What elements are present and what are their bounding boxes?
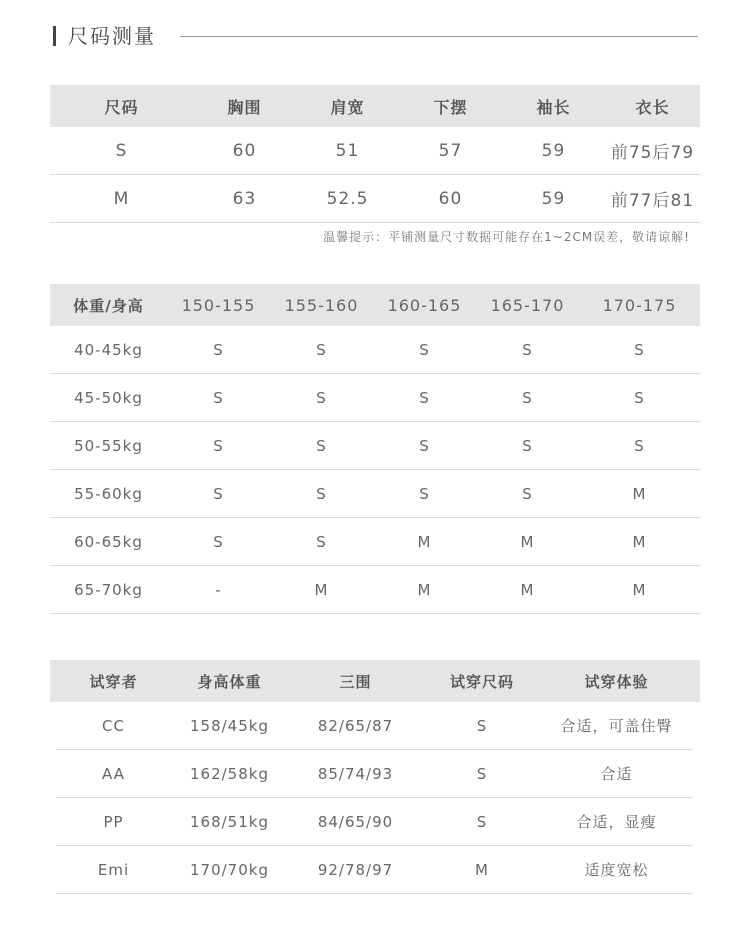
table-cell: S [579,326,700,374]
table-cell: 162/58kg [171,750,288,798]
table-cell: S [423,702,541,750]
table-cell: 前77后81 [605,175,700,223]
table-cell: S [423,750,541,798]
table-cell: 50-55kg [50,422,167,470]
table-cell: M [476,566,579,614]
table-cell: PP [56,798,171,846]
size-measurement-table [50,85,700,223]
table-cell: S [373,374,476,422]
table-row [50,518,700,566]
column-header: 150-155 [167,284,270,326]
table-cell: S [373,422,476,470]
table-cell: S [423,798,541,846]
table-cell: 60 [399,175,502,223]
table-cell: S [476,374,579,422]
column-header: 肩宽 [296,85,399,127]
table-cell: 92/78/97 [288,846,423,894]
table-cell: 158/45kg [171,702,288,750]
column-header: 袖长 [502,85,605,127]
table-cell: 60-65kg [50,518,167,566]
table-cell: 51 [296,127,399,175]
table-row [50,846,700,894]
table-row [50,566,700,614]
column-header: 胸围 [193,85,296,127]
table-cell: 168/51kg [171,798,288,846]
table-cell: S [167,326,270,374]
table-row [50,470,700,518]
table-row [50,326,700,374]
table-cell: S [167,518,270,566]
table-cell: M [373,566,476,614]
table-cell: 84/65/90 [288,798,423,846]
table-row [50,702,700,750]
row-spacer [692,798,700,846]
table-cell: S [476,422,579,470]
table-cell: 65-70kg [50,566,167,614]
column-header: 170-175 [579,284,700,326]
table-cell: S [476,470,579,518]
table-cell: M [373,518,476,566]
table-cell: S [579,422,700,470]
column-header: 165-170 [476,284,579,326]
table-header-row [50,284,700,326]
table-cell: 60 [193,127,296,175]
table-cell: M [579,566,700,614]
table-cell: - [167,566,270,614]
table-cell: M [476,518,579,566]
table-cell: M [423,846,541,894]
table-cell: S [373,326,476,374]
table-cell: M [50,175,193,223]
table-cell: S [167,470,270,518]
size-recommendation-table [50,284,700,614]
table-row [50,422,700,470]
table-row [50,127,700,175]
table-cell: M [270,566,373,614]
table-header-row [50,85,700,127]
column-header: 身高体重 [171,660,288,702]
table-cell: 57 [399,127,502,175]
column-header: 衣长 [605,85,700,127]
table-cell: 适度宽松 [541,846,692,894]
table-row [50,750,700,798]
table-cell: 170/70kg [171,846,288,894]
table-cell: S [270,518,373,566]
row-spacer [692,750,700,798]
title-divider-line [180,36,698,37]
table-cell: 59 [502,127,605,175]
table-row [50,374,700,422]
table-cell: 55-60kg [50,470,167,518]
column-header: 尺码 [50,85,193,127]
table-cell: 45-50kg [50,374,167,422]
column-header: 试穿体验 [541,660,692,702]
column-header: 三围 [288,660,423,702]
row-spacer [692,846,700,894]
table-cell: S [270,422,373,470]
page-title: 尺码测量 [68,24,156,48]
table-cell: S [270,374,373,422]
table-cell: S [50,127,193,175]
measurement-note: 温馨提示：平铺测量尺寸数据可能存在1~2CM误差，敬请谅解! [323,230,690,244]
table-cell: S [270,470,373,518]
table-cell: AA [56,750,171,798]
table-row [50,175,700,223]
table-cell: 82/65/87 [288,702,423,750]
table-cell: S [579,374,700,422]
table-cell: 52.5 [296,175,399,223]
table-cell: Emi [56,846,171,894]
column-header: 体重/身高 [50,284,167,326]
table-cell: S [167,374,270,422]
table-cell: 合适，可盖住臀 [541,702,692,750]
title-accent-bar [53,26,56,46]
column-header: 试穿者 [56,660,171,702]
table-cell: S [476,326,579,374]
table-cell: 合适 [541,750,692,798]
column-header: 160-165 [373,284,476,326]
table-row [50,798,700,846]
table-cell: 59 [502,175,605,223]
table-cell: S [167,422,270,470]
section-title-bar [53,24,698,48]
header-spacer [692,660,700,702]
table-cell: 前75后79 [605,127,700,175]
column-header: 试穿尺码 [423,660,541,702]
table-cell: S [270,326,373,374]
column-header: 155-160 [270,284,373,326]
table-cell: S [373,470,476,518]
table-cell: 85/74/93 [288,750,423,798]
row-spacer [692,702,700,750]
column-header: 下摆 [399,85,502,127]
table-cell: 63 [193,175,296,223]
table-cell: M [579,470,700,518]
table-cell: 合适，显瘦 [541,798,692,846]
table-cell: 40-45kg [50,326,167,374]
try-on-feedback-table [50,660,700,894]
table-header-row [50,660,700,702]
table-cell: CC [56,702,171,750]
table-cell: M [579,518,700,566]
